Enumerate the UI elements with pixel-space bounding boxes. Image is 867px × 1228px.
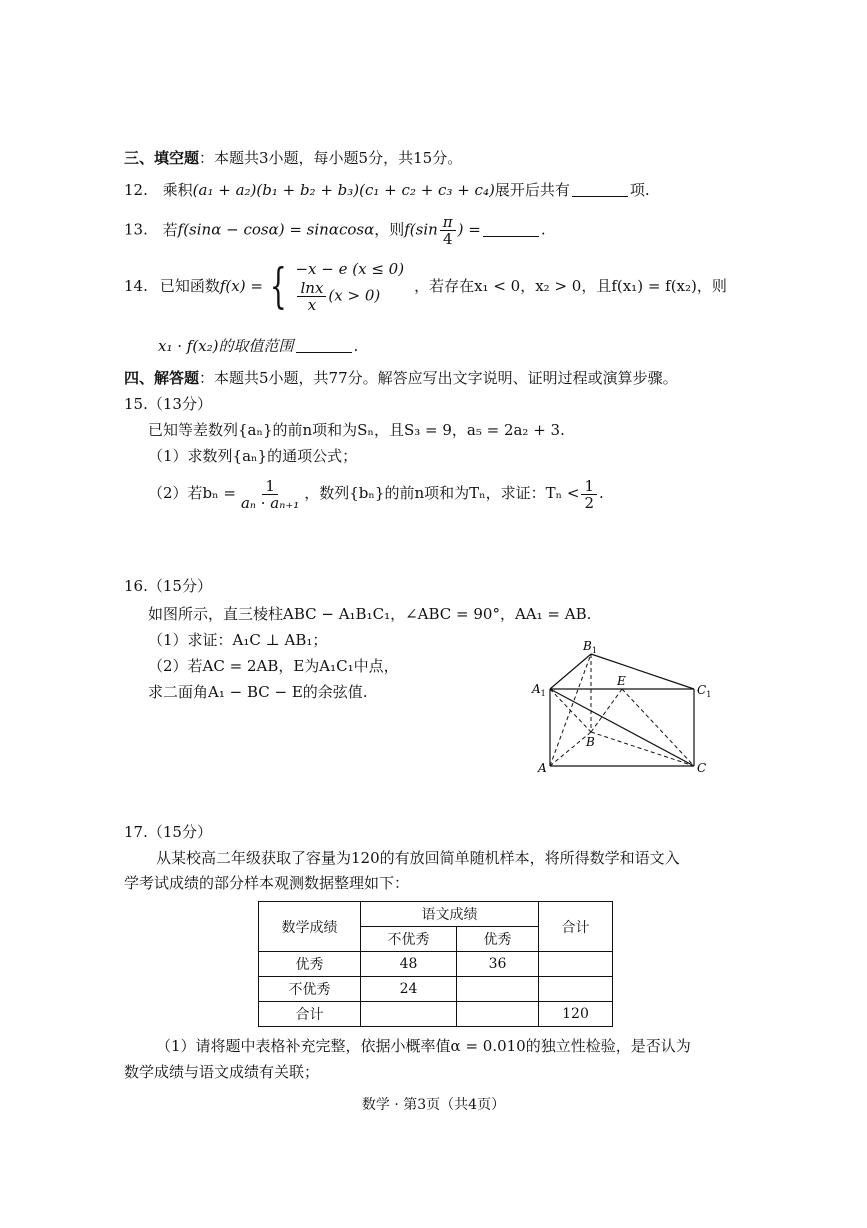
q15-p2-fnum: 1	[581, 478, 597, 495]
th-chinese: 语文成绩	[361, 902, 539, 927]
label-C: C	[697, 761, 707, 775]
label-C1: $C_1$	[697, 683, 712, 699]
q13-fraction	[440, 214, 456, 247]
q14-line2	[158, 336, 358, 356]
cell	[539, 977, 613, 1002]
section4-desc: ：本题共5小题，共77分。解答应写出文字说明、证明过程或演算步骤。	[199, 369, 678, 387]
q17-part1b: 数学成绩与语文成绩有关联；	[124, 1063, 320, 1081]
section3-header	[124, 148, 462, 168]
edge-A1B	[550, 689, 591, 732]
th-not-excellent: 不优秀	[361, 927, 457, 952]
table-row	[259, 1002, 613, 1027]
q13-expr2-post: ) =	[457, 220, 481, 239]
section4-title: 四、解答题	[124, 369, 200, 387]
q12-answer-blank[interactable]	[572, 182, 628, 197]
table-row	[259, 952, 613, 977]
q13-number: 13.	[124, 220, 148, 239]
label-B1: $B_1$	[583, 639, 597, 655]
q12-number: 12.	[124, 181, 148, 199]
q14-case1: −x − e (x ≤ 0)	[295, 260, 405, 278]
label-B: B	[586, 735, 595, 749]
q14-case2	[295, 280, 404, 313]
prism-figure	[528, 636, 718, 782]
q16-stem: 如图所示，直三棱柱ABC − A₁B₁C₁，∠ABC = 90°，AA₁ = AB.	[148, 605, 592, 623]
q13-end: .	[540, 220, 546, 239]
q15-p2-num: 1	[262, 478, 278, 495]
edge-BC	[591, 732, 694, 766]
q15-part2	[148, 474, 604, 512]
label-E: E	[617, 674, 626, 688]
q12-expr: (a₁ + a₂)(b₁ + b₂ + b₃)(c₁ + c₂ + c₃ + c₄)	[192, 181, 495, 199]
q15-p2-end: .	[598, 484, 604, 502]
q15-p2-pre: （2）若bₙ =	[148, 484, 236, 502]
q12-post: 展开后共有	[494, 181, 570, 199]
row-label: 优秀	[259, 952, 361, 977]
edge-A1C	[550, 689, 694, 766]
q14-cases	[295, 258, 404, 313]
q16-part1: （1）求证：A₁C ⊥ AB₁；	[148, 631, 328, 649]
edge-B1C1	[591, 654, 694, 689]
cell: 36	[457, 952, 539, 977]
q16-head: 16.（15分）	[124, 577, 212, 595]
cell: 120	[539, 1002, 613, 1027]
q15-p2-fden: 2	[584, 493, 594, 512]
q13-expr1: f(sinα − cosα) = sinαcosα	[177, 220, 375, 239]
cell	[457, 977, 539, 1002]
q13-pre: 若	[162, 220, 178, 239]
q14-case2-cond: (x > 0)	[328, 286, 381, 305]
q15-head: 15.（13分）	[124, 395, 212, 413]
edge-AB	[550, 732, 591, 766]
score-table	[258, 901, 613, 1027]
table-row	[259, 977, 613, 1002]
q14-case2-num: lnx	[297, 280, 326, 297]
q14-line1	[124, 258, 727, 313]
page-footer: 数学 · 第3页（共4页）	[361, 1097, 506, 1113]
q14-brace: {	[269, 257, 287, 314]
q12-end: 项.	[629, 181, 650, 199]
q17-head: 17.（15分）	[124, 823, 212, 841]
q14-line2-text: x₁ · f(x₂)的取值范围	[158, 337, 294, 355]
q14-fx: f(x) =	[219, 276, 263, 295]
section3-title: 三、填空题	[124, 149, 200, 167]
q14-number: 14.	[124, 276, 148, 295]
q15-stem: 已知等差数列{aₙ}的前n项和为Sₙ，且S₃ = 9，a₅ = 2a₂ + 3.	[148, 421, 565, 439]
cell	[539, 952, 613, 977]
q15-p2-mid: ，数列{bₙ}的前n项和为Tₙ，求证：Tₙ <	[304, 484, 580, 502]
row-label: 不优秀	[259, 977, 361, 1002]
th-excellent: 优秀	[457, 927, 539, 952]
question-13	[124, 214, 546, 247]
q12-pre: 乘积	[162, 181, 193, 199]
q14-cond: ，若存在x₁ < 0，x₂ > 0，且f(x₁) = f(x₂)，则	[414, 276, 727, 295]
cell	[457, 1002, 539, 1027]
q14-pre: 已知函数	[159, 276, 220, 295]
row-label: 合计	[259, 1002, 361, 1027]
q15-part1: （1）求数列{aₙ}的通项公式；	[148, 447, 358, 465]
th-math: 数学成绩	[259, 902, 361, 952]
q13-frac-num: π	[440, 214, 456, 231]
q16-part2: （2）若AC = 2AB，E为A₁C₁中点，	[148, 657, 399, 675]
q17-part1a: （1）请将题中表格补充完整，依据小概率值α = 0.010的独立性检验，是否认为	[156, 1037, 691, 1055]
section4-header	[124, 368, 678, 388]
question-14	[124, 258, 727, 313]
q17-stem2: 学考试成绩的部分样本观测数据整理如下：	[124, 874, 410, 892]
q13-frac-den: 4	[442, 230, 453, 248]
th-total: 合计	[539, 902, 613, 952]
q13-mid: ，则	[374, 220, 405, 239]
q15-p2-den: aₙ · aₙ₊₁	[240, 493, 300, 512]
cell: 48	[361, 952, 457, 977]
label-A: A	[538, 761, 547, 775]
label-A1: $A_1$	[532, 682, 546, 698]
q13-expr2-pre: f(sin	[404, 220, 438, 239]
q17-stem1: 从某校高二年级获取了容量为120的有放回简单随机样本，将所得数学和语文入	[156, 849, 680, 867]
cell	[361, 1002, 457, 1027]
cell: 24	[361, 977, 457, 1002]
q14-answer-blank[interactable]	[296, 338, 352, 353]
q14-case2-den: x	[307, 296, 317, 314]
q14-end: .	[353, 337, 359, 355]
q13-answer-blank[interactable]	[483, 222, 539, 237]
section3-desc: ：本题共3小题，每小题5分，共15分。	[199, 149, 463, 167]
q16-part2b: 求二面角A₁ − BC − E的余弦值.	[148, 683, 368, 701]
question-12	[124, 180, 650, 200]
